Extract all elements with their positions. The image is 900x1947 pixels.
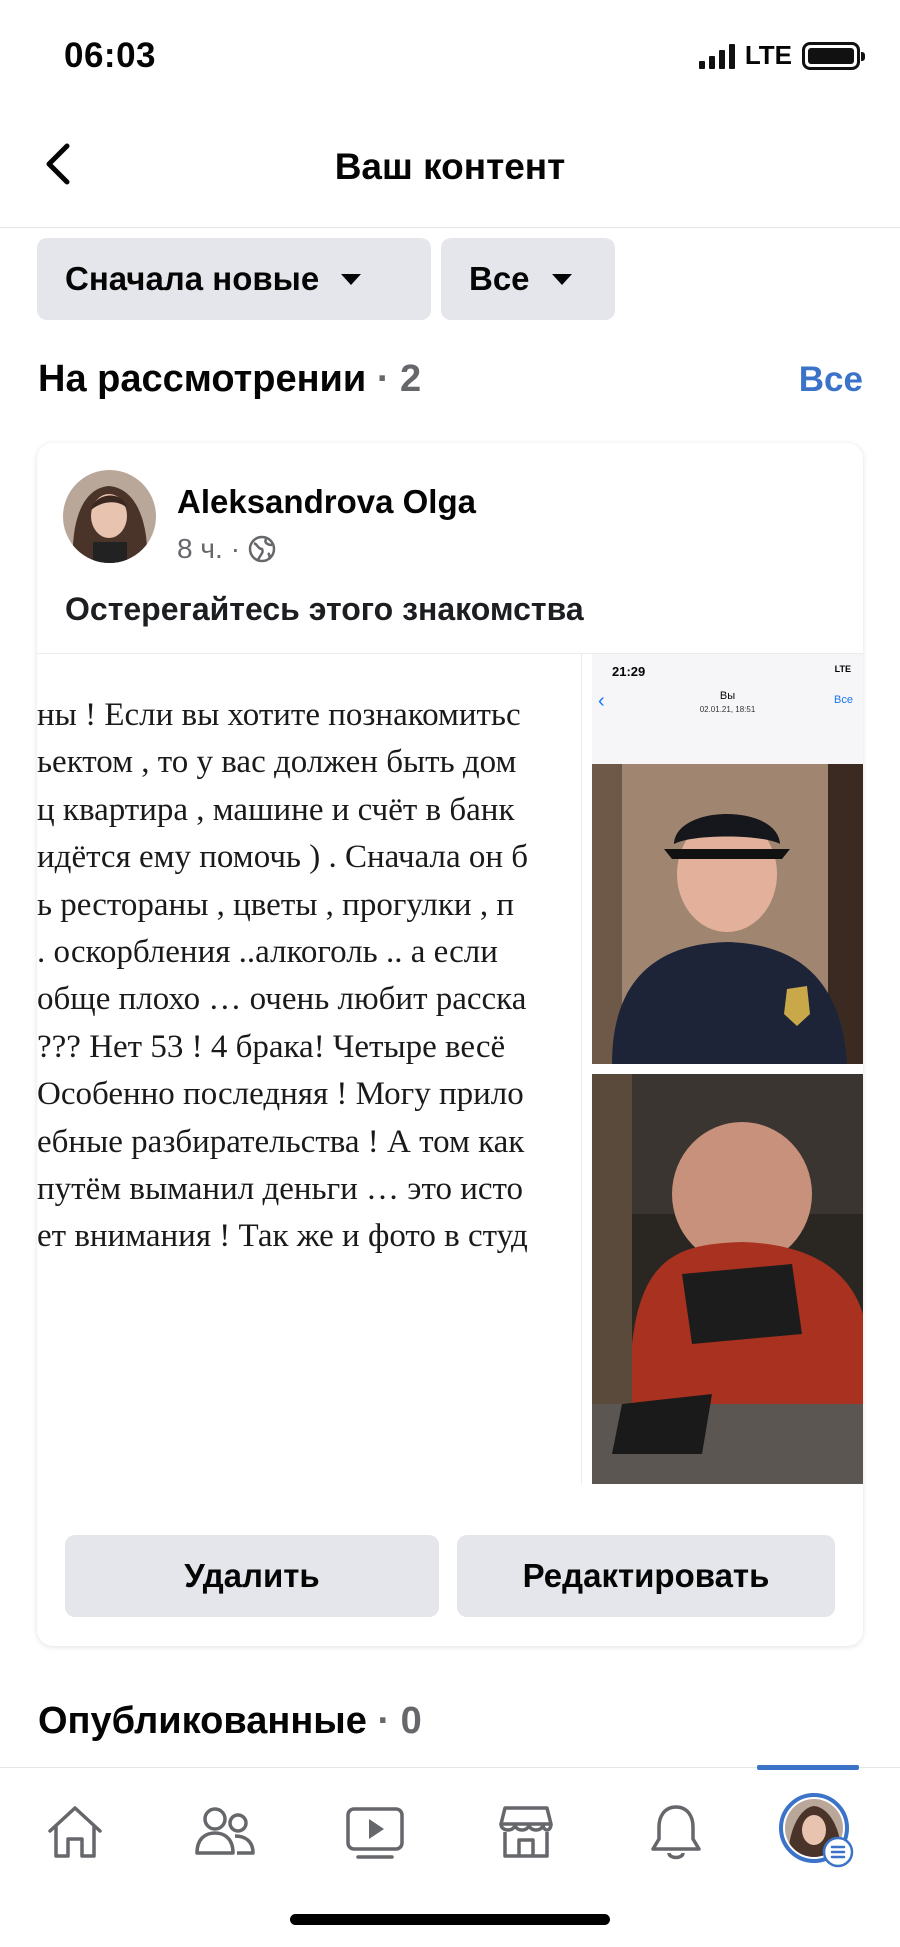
type-filter-button[interactable] xyxy=(441,238,615,320)
screenshot-text-line: идётся ему помочь ) . Сначала он б xyxy=(37,839,529,876)
friends-icon xyxy=(193,1803,257,1861)
pending-post-card xyxy=(37,443,863,1646)
phone-screenshot-header xyxy=(592,654,863,764)
screenshot-status: LTE xyxy=(834,664,851,674)
meta-dot: · xyxy=(230,533,241,564)
edit-button[interactable]: Редактировать xyxy=(457,1535,835,1617)
screenshot-title: Вы xyxy=(719,690,736,702)
sort-filter-button[interactable] xyxy=(37,238,431,320)
post-meta xyxy=(177,533,276,565)
post-author-name[interactable]: Aleksandrova Olga xyxy=(177,483,476,520)
text-screenshot-image[interactable] xyxy=(37,654,582,1484)
marketplace-icon xyxy=(495,1802,557,1862)
profile-menu-tab[interactable] xyxy=(772,1786,862,1876)
type-filter-label: Все xyxy=(469,260,530,297)
status-indicators xyxy=(699,40,860,71)
post-media[interactable] xyxy=(37,653,863,1483)
screenshot-text-line: путём выманил деньги … это исто xyxy=(37,1171,523,1208)
see-all-link[interactable]: Все xyxy=(798,360,863,399)
page-title: Ваш контент xyxy=(334,146,566,187)
screenshot-text-line: ??? Нет 53 ! 4 брака! Четыре весё xyxy=(37,1028,506,1065)
author-avatar[interactable] xyxy=(63,470,156,563)
screenshot-text-line: обще плохо … очень любит расска xyxy=(37,981,527,1018)
screenshot-time: 21:29 xyxy=(612,664,646,679)
battery-icon xyxy=(802,42,860,70)
post-time: 8 ч. xyxy=(177,533,223,564)
active-tab-indicator xyxy=(757,1765,859,1770)
pending-separator: · xyxy=(366,358,401,400)
photo-collage[interactable] xyxy=(592,654,863,1484)
filter-bar xyxy=(37,238,615,320)
screenshot-text-line: Особенно последняя ! Могу прило xyxy=(37,1076,524,1113)
sort-filter-label: Сначала новые xyxy=(65,260,320,297)
notifications-tab[interactable] xyxy=(636,1792,716,1872)
man-in-cap-photo[interactable] xyxy=(592,764,863,1064)
pending-section-title xyxy=(38,358,421,401)
screenshot-all: Все xyxy=(834,694,853,706)
watch-icon xyxy=(344,1803,406,1861)
notifications-icon xyxy=(647,1801,705,1863)
top-header xyxy=(0,128,900,228)
post-text: Остерегайтесь этого знакомства xyxy=(65,591,584,627)
screenshot-back-icon: ‹ xyxy=(598,690,605,712)
screenshot-text-line: ьектом , то у вас должен быть дом xyxy=(37,744,517,781)
signal-icon xyxy=(699,43,735,69)
watch-tab[interactable] xyxy=(335,1792,415,1872)
published-title-text: Опубликованные xyxy=(38,1700,367,1742)
profile-menu-icon xyxy=(776,1790,858,1872)
caret-down-icon xyxy=(552,274,572,285)
screenshot-date: 02.01.21, 18:51 xyxy=(699,705,756,714)
screenshot-text-line: . оскорбления ..алкоголь .. а если xyxy=(37,934,498,971)
home-indicator xyxy=(290,1914,610,1925)
globe-icon xyxy=(248,535,276,563)
man-at-laptop-photo[interactable] xyxy=(592,1074,863,1484)
marketplace-tab[interactable] xyxy=(486,1792,566,1872)
home-icon xyxy=(44,1801,106,1863)
screenshot-text-line: ь рестораны , цветы , прогулки , п xyxy=(37,886,514,923)
friends-tab[interactable] xyxy=(185,1792,265,1872)
published-count: 0 xyxy=(400,1700,422,1742)
published-separator: · xyxy=(366,1700,401,1742)
screenshot-text-lines xyxy=(37,692,582,1261)
screenshot-text-line: ны ! Если вы хотите познакомитьс xyxy=(37,697,521,733)
home-tab[interactable] xyxy=(35,1792,115,1872)
post-actions xyxy=(65,1535,835,1617)
screenshot-text-line: ет внимания ! Так же и фото в студ xyxy=(37,1218,528,1255)
published-section-title xyxy=(38,1700,422,1743)
caret-down-icon xyxy=(341,274,361,285)
screenshot-text-line: ебные разбирательства ! А том как xyxy=(37,1123,525,1160)
pending-title-text: На рассмотрении xyxy=(38,358,367,400)
network-label: LTE xyxy=(744,40,792,70)
status-time: 06:03 xyxy=(64,36,157,75)
delete-button[interactable]: Удалить xyxy=(65,1535,439,1617)
status-bar xyxy=(0,0,900,110)
pending-count: 2 xyxy=(400,358,422,400)
screenshot-text-line: ц квартира , машине и счёт в банк xyxy=(37,791,515,828)
